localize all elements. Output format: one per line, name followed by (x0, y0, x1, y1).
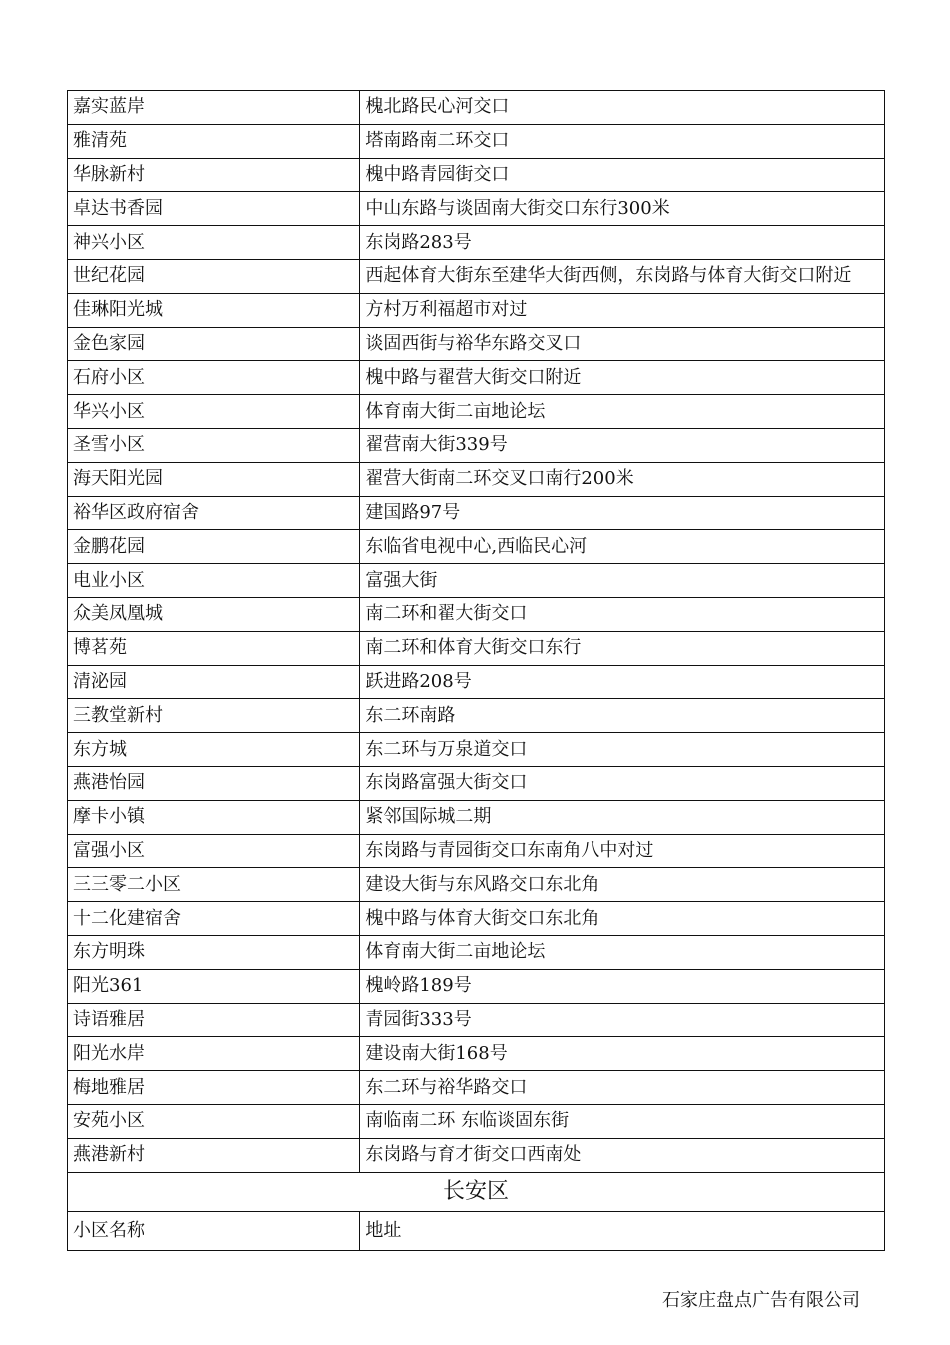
address-cell: 槐中路与体育大街交口东北角 (360, 902, 885, 936)
address-cell: 东岗路富强大街交口 (360, 766, 885, 800)
table-row (68, 530, 885, 564)
address-cell: 青园街333号 (360, 1003, 885, 1037)
complex-name-cell: 嘉实蓝岸 (68, 91, 360, 125)
table-row (68, 327, 885, 361)
table-row (68, 868, 885, 902)
table-row (68, 733, 885, 767)
table-row (68, 1071, 885, 1105)
complex-name-cell: 华兴小区 (68, 395, 360, 429)
complex-name-cell: 十二化建宿舍 (68, 902, 360, 936)
table-row (68, 597, 885, 631)
address-cell: 东岗路与育才街交口西南处 (360, 1138, 885, 1172)
address-cell: 建设大街与东风路交口东北角 (360, 868, 885, 902)
address-cell: 南二环和翟大街交口 (360, 597, 885, 631)
table-row (68, 564, 885, 598)
address-cell: 东二环与万泉道交口 (360, 733, 885, 767)
table-row (68, 1003, 885, 1037)
table-row (68, 124, 885, 158)
address-cell: 西起体育大街东至建华大街西侧，东岗路与体育大街交口附近 (360, 259, 885, 293)
table-row (68, 631, 885, 665)
address-cell: 东岗路与青园街交口东南角八中对过 (360, 834, 885, 868)
header-name-cell: 小区名称 (68, 1211, 360, 1250)
complex-name-cell: 燕港怡园 (68, 766, 360, 800)
table-row (68, 226, 885, 260)
address-cell: 富强大街 (360, 564, 885, 598)
table-row (68, 91, 885, 125)
complex-name-cell: 佳琳阳光城 (68, 293, 360, 327)
address-cell: 方村万利福超市对过 (360, 293, 885, 327)
address-cell: 建国路97号 (360, 496, 885, 530)
complex-name-cell: 清泌园 (68, 665, 360, 699)
address-cell: 东二环南路 (360, 699, 885, 733)
table-row (68, 699, 885, 733)
complex-name-cell: 金色家园 (68, 327, 360, 361)
section-row (68, 1172, 885, 1211)
table-row (68, 1037, 885, 1071)
section-block (68, 1172, 885, 1250)
address-cell: 紧邻国际城二期 (360, 800, 885, 834)
address-cell: 槐岭路189号 (360, 969, 885, 1003)
complex-name-cell: 安苑小区 (68, 1104, 360, 1138)
residential-table (67, 90, 885, 1251)
address-cell: 谈固西街与裕华东路交叉口 (360, 327, 885, 361)
complex-name-cell: 裕华区政府宿舍 (68, 496, 360, 530)
address-cell: 建设南大街168号 (360, 1037, 885, 1071)
complex-name-cell: 燕港新村 (68, 1138, 360, 1172)
complex-name-cell: 华脉新村 (68, 158, 360, 192)
header-address-cell: 地址 (360, 1211, 885, 1250)
section-title: 长安区 (68, 1172, 885, 1211)
address-cell: 体育南大街二亩地论坛 (360, 395, 885, 429)
address-cell: 槐北路民心河交口 (360, 91, 885, 125)
table-row (68, 259, 885, 293)
complex-name-cell: 雅清苑 (68, 124, 360, 158)
complex-name-cell: 博茗苑 (68, 631, 360, 665)
address-cell: 槐中路与翟营大街交口附近 (360, 361, 885, 395)
table-row (68, 496, 885, 530)
table-row (68, 766, 885, 800)
address-cell: 南二环和体育大街交口东行 (360, 631, 885, 665)
table-body (68, 91, 885, 1173)
table-row (68, 902, 885, 936)
table-row (68, 428, 885, 462)
complex-name-cell: 诗语雅居 (68, 1003, 360, 1037)
complex-name-cell: 东方城 (68, 733, 360, 767)
table-row (68, 935, 885, 969)
complex-name-cell: 金鹏花园 (68, 530, 360, 564)
complex-name-cell: 海天阳光园 (68, 462, 360, 496)
address-cell: 槐中路青园街交口 (360, 158, 885, 192)
address-cell: 跃进路208号 (360, 665, 885, 699)
address-cell: 翟营南大街339号 (360, 428, 885, 462)
complex-name-cell: 三教堂新村 (68, 699, 360, 733)
complex-name-cell: 众美凤凰城 (68, 597, 360, 631)
complex-name-cell: 三三零二小区 (68, 868, 360, 902)
table-row (68, 834, 885, 868)
address-cell: 东二环与裕华路交口 (360, 1071, 885, 1105)
address-cell: 东岗路283号 (360, 226, 885, 260)
table-row (68, 1104, 885, 1138)
table-row (68, 800, 885, 834)
complex-name-cell: 富强小区 (68, 834, 360, 868)
table-row (68, 969, 885, 1003)
address-cell: 翟营大街南二环交叉口南行200米 (360, 462, 885, 496)
complex-name-cell: 电业小区 (68, 564, 360, 598)
column-header-row (68, 1211, 885, 1250)
complex-name-cell: 卓达书香园 (68, 192, 360, 226)
complex-name-cell: 圣雪小区 (68, 428, 360, 462)
table-row (68, 293, 885, 327)
complex-name-cell: 神兴小区 (68, 226, 360, 260)
address-cell: 塔南路南二环交口 (360, 124, 885, 158)
table-row (68, 665, 885, 699)
table-row (68, 158, 885, 192)
table-row (68, 1138, 885, 1172)
address-cell: 体育南大街二亩地论坛 (360, 935, 885, 969)
complex-name-cell: 世纪花园 (68, 259, 360, 293)
table-row (68, 462, 885, 496)
complex-name-cell: 石府小区 (68, 361, 360, 395)
table-row (68, 395, 885, 429)
address-cell: 东临省电视中心,西临民心河 (360, 530, 885, 564)
address-cell: 中山东路与谈固南大街交口东行300米 (360, 192, 885, 226)
address-cell: 南临南二环 东临谈固东街 (360, 1104, 885, 1138)
complex-name-cell: 阳光水岸 (68, 1037, 360, 1071)
company-footer: 石家庄盘点广告有限公司 (662, 1290, 860, 1311)
table-row (68, 361, 885, 395)
table-row (68, 192, 885, 226)
complex-name-cell: 梅地雅居 (68, 1071, 360, 1105)
complex-name-cell: 东方明珠 (68, 935, 360, 969)
complex-name-cell: 摩卡小镇 (68, 800, 360, 834)
complex-name-cell: 阳光361 (68, 969, 360, 1003)
